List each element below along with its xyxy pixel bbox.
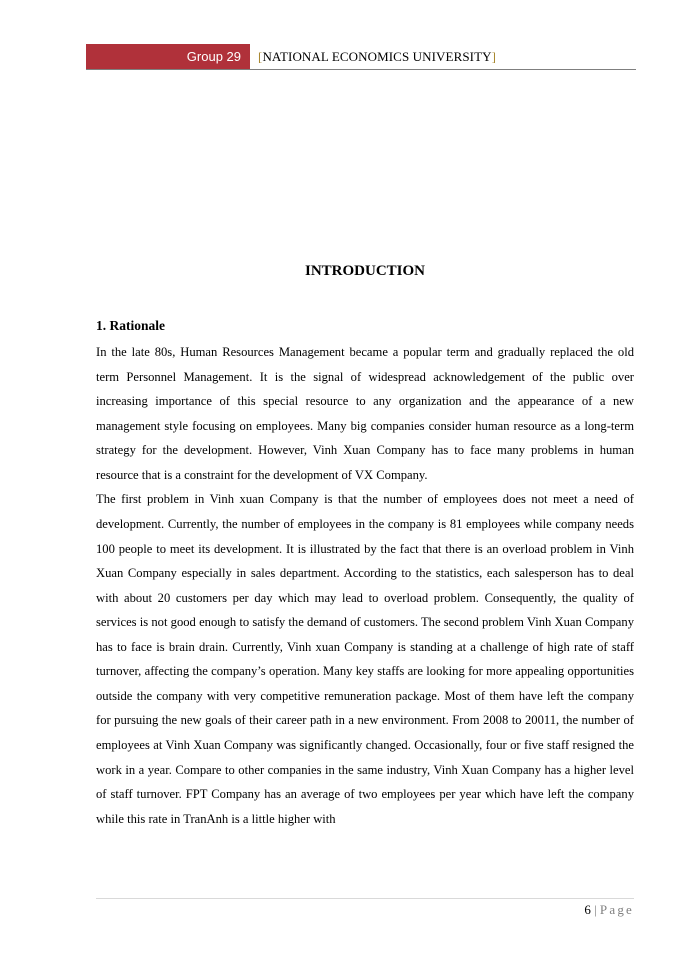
- body-paragraph: In the late 80s, Human Resources Management became a popular term and gradually replaced the old term Personnel Management. It is the signal of widespread acknowledgement of the public over increasing importance of this special resource to any organization and the appearance of a new management style focusing on employees. Many big companies consider human resource as a long-term strategy for the development. However, Vinh Xuan Company has to face many problems in human resource that is a constraint for the development of VX Company.: [96, 345, 634, 482]
- header-bracket-open: [: [258, 49, 263, 64]
- header-group-block: [86, 44, 250, 70]
- page-number: 6: [584, 902, 591, 917]
- document-body: [96, 340, 634, 831]
- body-paragraph: The first problem in Vinh xuan Company is that the number of employees does not meet a need of development. Currently, the number of employees in the company is 81 employees while company needs 100 people to meet its development. It is illustrated by the fact that there is an overload problem in Vinh Xuan Company especially in sales department. According to the statistics, each salesperson has to deal with about 20 customers per day which may lead to overload problem. Consequently, the quality of services is not good enough to satisfy the demand of customers. The second problem Vinh Xuan Company has to face is brain drain. Currently, Vinh xuan Company is standing at a challenge of high rate of staff turnover, affecting the company’s operation. Many key staffs are looking for more appealing opportunities outside the company with very competitive remuneration package. Most of them have left the company for pursuing the new goals of their career path in a new environment. From 2008 to 20011, the number of employees at Vinh Xuan Company was significantly changed. Occasionally, four or five staff resigned the work in a year. Compare to other companies in the same industry, Vinh Xuan Company has a higher level of staff turnover. FPT Company has an average of two employees per year which have left the company while this rate in TranAnh is a little higher with: [96, 492, 634, 826]
- page-header: [86, 44, 636, 70]
- header-university-name: NATIONAL ECONOMICS UNIVERSITY: [262, 49, 492, 64]
- header-university-title: [258, 44, 496, 70]
- footer-separator: |: [594, 902, 597, 917]
- header-group-label: Group 29: [186, 49, 241, 64]
- document-heading: INTRODUCTION: [304, 263, 425, 279]
- footer-rule: [96, 898, 634, 899]
- page-footer: [584, 902, 634, 918]
- section-title: 1. Rationale: [96, 318, 165, 333]
- header-bracket-close: ]: [491, 49, 497, 64]
- page-word: Page: [599, 902, 634, 917]
